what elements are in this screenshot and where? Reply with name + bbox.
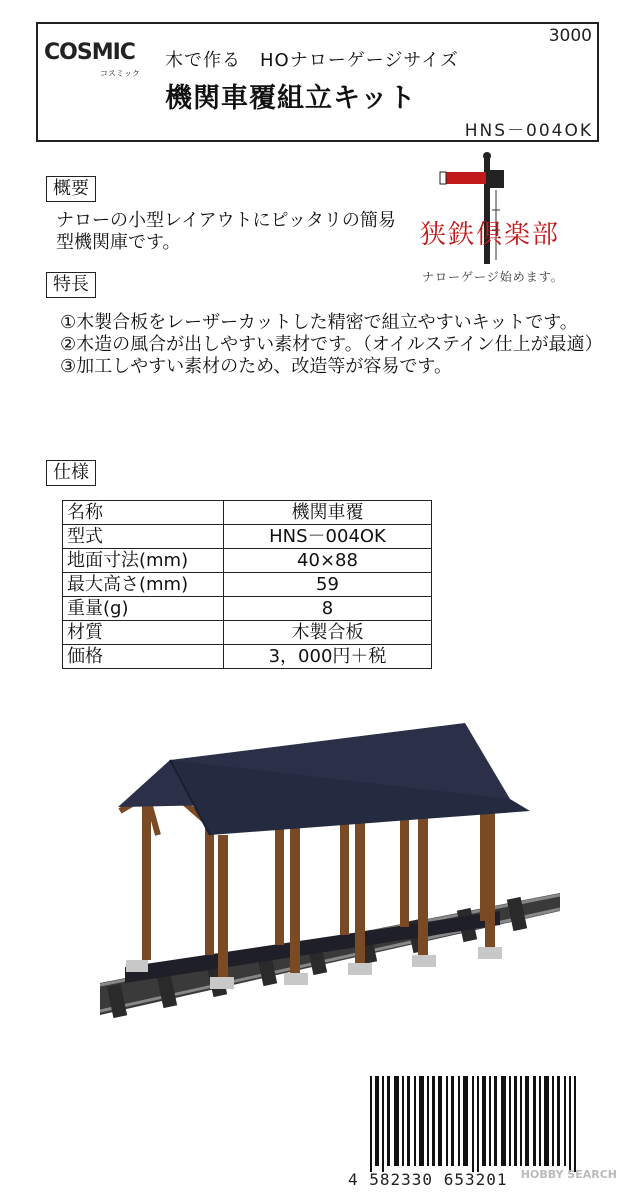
spec-value: 59 xyxy=(224,573,432,597)
barcode-number: 4 582330 653201 xyxy=(348,1170,508,1189)
overview-label: 概要 xyxy=(46,176,96,202)
product-subtitle: 木で作る HOナローゲージサイズ xyxy=(165,50,459,71)
club-tagline: ナローゲージ始めます。 xyxy=(422,270,564,284)
spec-value: 3，000円＋税 xyxy=(224,645,432,669)
spec-key: 型式 xyxy=(63,525,224,549)
spec-key: 地面寸法(mm) xyxy=(63,549,224,573)
spec-key: 材質 xyxy=(63,621,224,645)
spec-value: 木製合板 xyxy=(224,621,432,645)
table-row xyxy=(63,621,432,645)
table-row xyxy=(63,645,432,669)
table-row xyxy=(63,597,432,621)
spec-table xyxy=(62,500,432,669)
table-row xyxy=(63,549,432,573)
spec-key: 重量(g) xyxy=(63,597,224,621)
table-row xyxy=(63,573,432,597)
spec-key: 価格 xyxy=(63,645,224,669)
club-name: 狭鉄倶楽部 xyxy=(420,220,561,250)
spec-value: HNS－004OK xyxy=(224,525,432,549)
spec-value: 機関車覆 xyxy=(224,501,432,525)
model-code: HNS－004OK xyxy=(464,121,593,141)
engine-shed-photo xyxy=(100,715,560,1035)
features-label: 特長 xyxy=(46,272,96,298)
feature-item: ③加工しやすい素材のため、改造等が容易です。 xyxy=(60,356,452,377)
club-logo xyxy=(400,150,610,290)
product-title: 機関車覆組立キット xyxy=(165,83,417,114)
features-list xyxy=(60,312,603,378)
table-row xyxy=(63,525,432,549)
spec-key: 最大高さ(mm) xyxy=(63,573,224,597)
spec-value: 8 xyxy=(224,597,432,621)
product-number: 3000 xyxy=(548,26,592,46)
spec-key: 名称 xyxy=(63,501,224,525)
overview-text: ナローの小型レイアウトにピッタリの簡易型機関庫です。 xyxy=(56,210,396,253)
watermark: HOBBY SEARCH xyxy=(520,1168,617,1181)
specs-label: 仕様 xyxy=(46,460,96,486)
logo-text: COSMIC xyxy=(44,40,135,65)
table-row xyxy=(63,501,432,525)
feature-item: ②木造の風合が出しやすい素材です。（オイルステイン仕上が最適） xyxy=(60,334,603,355)
brand-logo xyxy=(44,40,140,90)
logo-subtext: コスミック xyxy=(100,69,140,78)
spec-value: 40×88 xyxy=(224,549,432,573)
feature-item: ①木製合板をレーザーカットした精密で組立やすいキットです。 xyxy=(60,312,578,333)
